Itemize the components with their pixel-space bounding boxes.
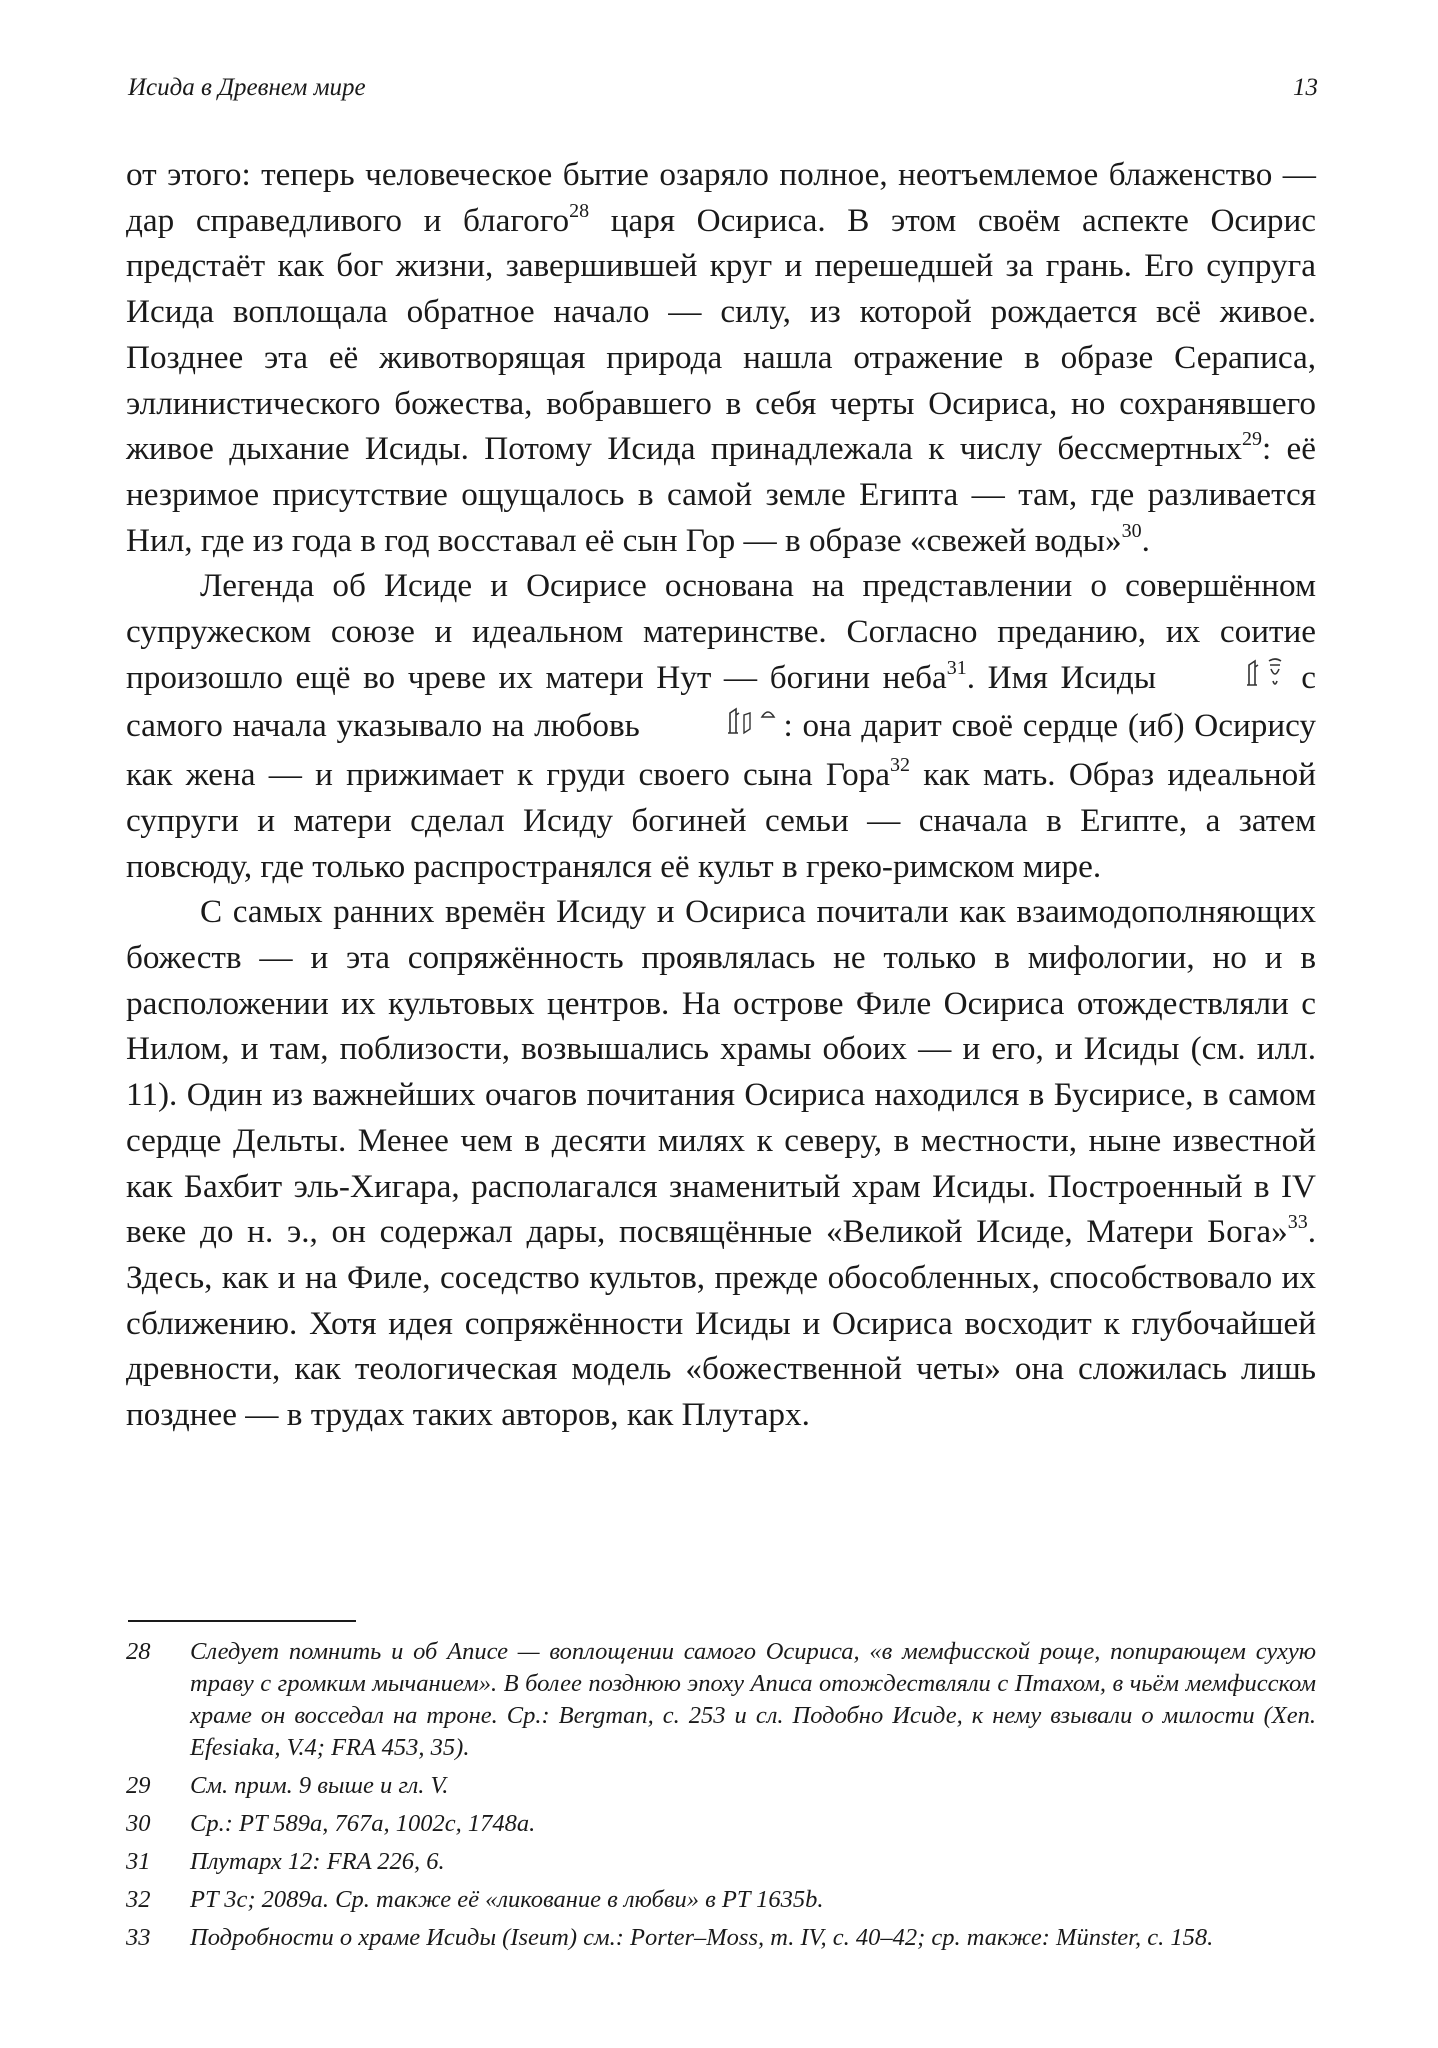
running-header — [128, 74, 1318, 102]
footnote-31 — [126, 1846, 1316, 1878]
footnote-number: 32 — [126, 1886, 151, 1913]
footnote-separator — [128, 1620, 356, 1622]
footnote-number: 33 — [126, 1924, 151, 1951]
text-run: с самого начала указывало на любовь — [126, 658, 1316, 745]
text-run: С самых ранних времён Исиду и Осириса почитали как взаимодополняющих божеств — и эта сопряжённость проявлялась не только в мифологии, но и в расположении их культовых центров. На острове Филе Осириса отождествляли с Нилом, и там, поблизости, возвышались храмы обоих — и его, и Исиды (см. илл. 11). Один из важнейших очагов почитания Осириса находился в Бусирисе, в самом сердце Дельты. Менее чем в десяти милях к северу, в местности, ныне известной как Бахбит эль-Хигара, располагался знаменитый храм Исиды. Построенный в IV веке до н. э., он содержал дары, посвящённые «Великой Исиде, Матери Бога» — [126, 893, 1316, 1251]
footnote-number: 31 — [126, 1848, 151, 1875]
footnote-ref-32[interactable]: 32 — [890, 754, 910, 777]
footnote-text: Подробности о храме Исиды (Iseum) см.: Porter–Moss, т. IV, с. 40–42; ср. также: Münster, с. 158. — [190, 1924, 1214, 1951]
footnotes-section — [126, 1636, 1316, 1960]
text-run: от этого: теперь человеческое бытие озаряло полное, неотъемлемое блаженство — дар справедливого и благого — [126, 156, 1316, 239]
paragraph-3 — [126, 889, 1316, 1437]
footnote-33 — [126, 1922, 1316, 1954]
text-run: как мать. Образ идеальной супруги и матери сделал Исиду богиней семьи — сначала в Египте, а затем повсюду, где только распространялся её культ в греко-римском мире. — [126, 756, 1316, 885]
footnote-text: Плутарх 12: FRA 226, 6. — [190, 1848, 445, 1875]
hieroglyph-love-icon — [650, 703, 784, 750]
footnote-number: 30 — [126, 1810, 151, 1837]
text-run: . Имя Исиды — [966, 658, 1169, 696]
running-title: Исида в Древнем мире — [128, 74, 366, 101]
footnote-ref-29[interactable]: 29 — [1241, 428, 1262, 451]
text-run: Легенда об Исиде и Осирисе основана на представлении о совершённом супружеском союзе и идеальном материнстве. Согласно преданию, их соитие произошло ещё во чреве их матери Нут — богини неба — [126, 567, 1316, 696]
footnote-number: 28 — [126, 1638, 151, 1665]
text-run: . Здесь, как и на Филе, соседство культов, прежде обособленных, способствовало их сближению. Хотя идея сопряжённости Исиды и Осириса восходит к глубочайшей древности, как теологическая модель «божественной четы» она сложилась лишь позднее — в трудах таких авторов, как Плутарх. — [126, 1213, 1316, 1434]
footnote-28 — [126, 1636, 1316, 1764]
paragraph-1 — [126, 152, 1316, 563]
hieroglyph-isis-name-icon — [1169, 655, 1289, 702]
footnote-text: Ср.: PT 589a, 767a, 1002c, 1748a. — [190, 1810, 536, 1837]
footnote-number: 29 — [126, 1772, 151, 1799]
footnote-text: PT 3c; 2089a. Ср. также её «ликование в любви» в PT 1635b. — [190, 1886, 824, 1913]
footnote-30 — [126, 1808, 1316, 1840]
footnote-ref-28[interactable]: 28 — [569, 199, 590, 222]
footnote-ref-31[interactable]: 31 — [946, 656, 967, 679]
footnote-ref-30[interactable]: 30 — [1121, 519, 1142, 542]
text-run: : её незримое присутствие ощущалось в самой земле Египта — там, где разливается Нил, где из года в год восставал её сын Гор — в образе «свежей воды» — [126, 430, 1316, 559]
text-run: царя Осириса. В этом своём аспекте Осирис предстаёт как бог жизни, завершившей круг и перешедшей за грань. Его супруга Исида воплощала обратное начало — силу, из которой рождается всё живое. Позднее эта её животворящая природа нашла отражение в образе Сераписа, эллинистического божества, вобравшего в себя черты Осириса, но сохранявшего живое дыхание Исиды. Потому Исида принадлежала к числу бессмертных — [126, 201, 1316, 468]
footnote-text: Следует помнить и об Аписе — воплощении самого Осириса, «в мемфисской роще, попирающем сухую траву с громким мычанием». В более позднюю эпоху Аписа отождествляли с Птахом, в чьём мемфисском храме он восседал на троне. Ср.: Bergman, с. 253 и сл. Подобно Исиде, к нему взывали о милости (Xen. Efesiaka, V.4; FRA 453, 35). — [190, 1638, 1316, 1761]
footnote-ref-33[interactable]: 33 — [1287, 1211, 1308, 1234]
paragraph-2 — [126, 563, 1316, 889]
footnote-29 — [126, 1770, 1316, 1802]
footnote-text: См. прим. 9 выше и гл. V. — [190, 1772, 449, 1799]
text-run: : она дарит своё сердце (иб) Осирису как жена — и прижимает к груди своего сына Гора — [126, 707, 1316, 794]
text-run: . — [1141, 521, 1150, 559]
page-number: 13 — [1293, 74, 1318, 101]
footnote-32 — [126, 1884, 1316, 1916]
main-text — [126, 152, 1316, 1438]
